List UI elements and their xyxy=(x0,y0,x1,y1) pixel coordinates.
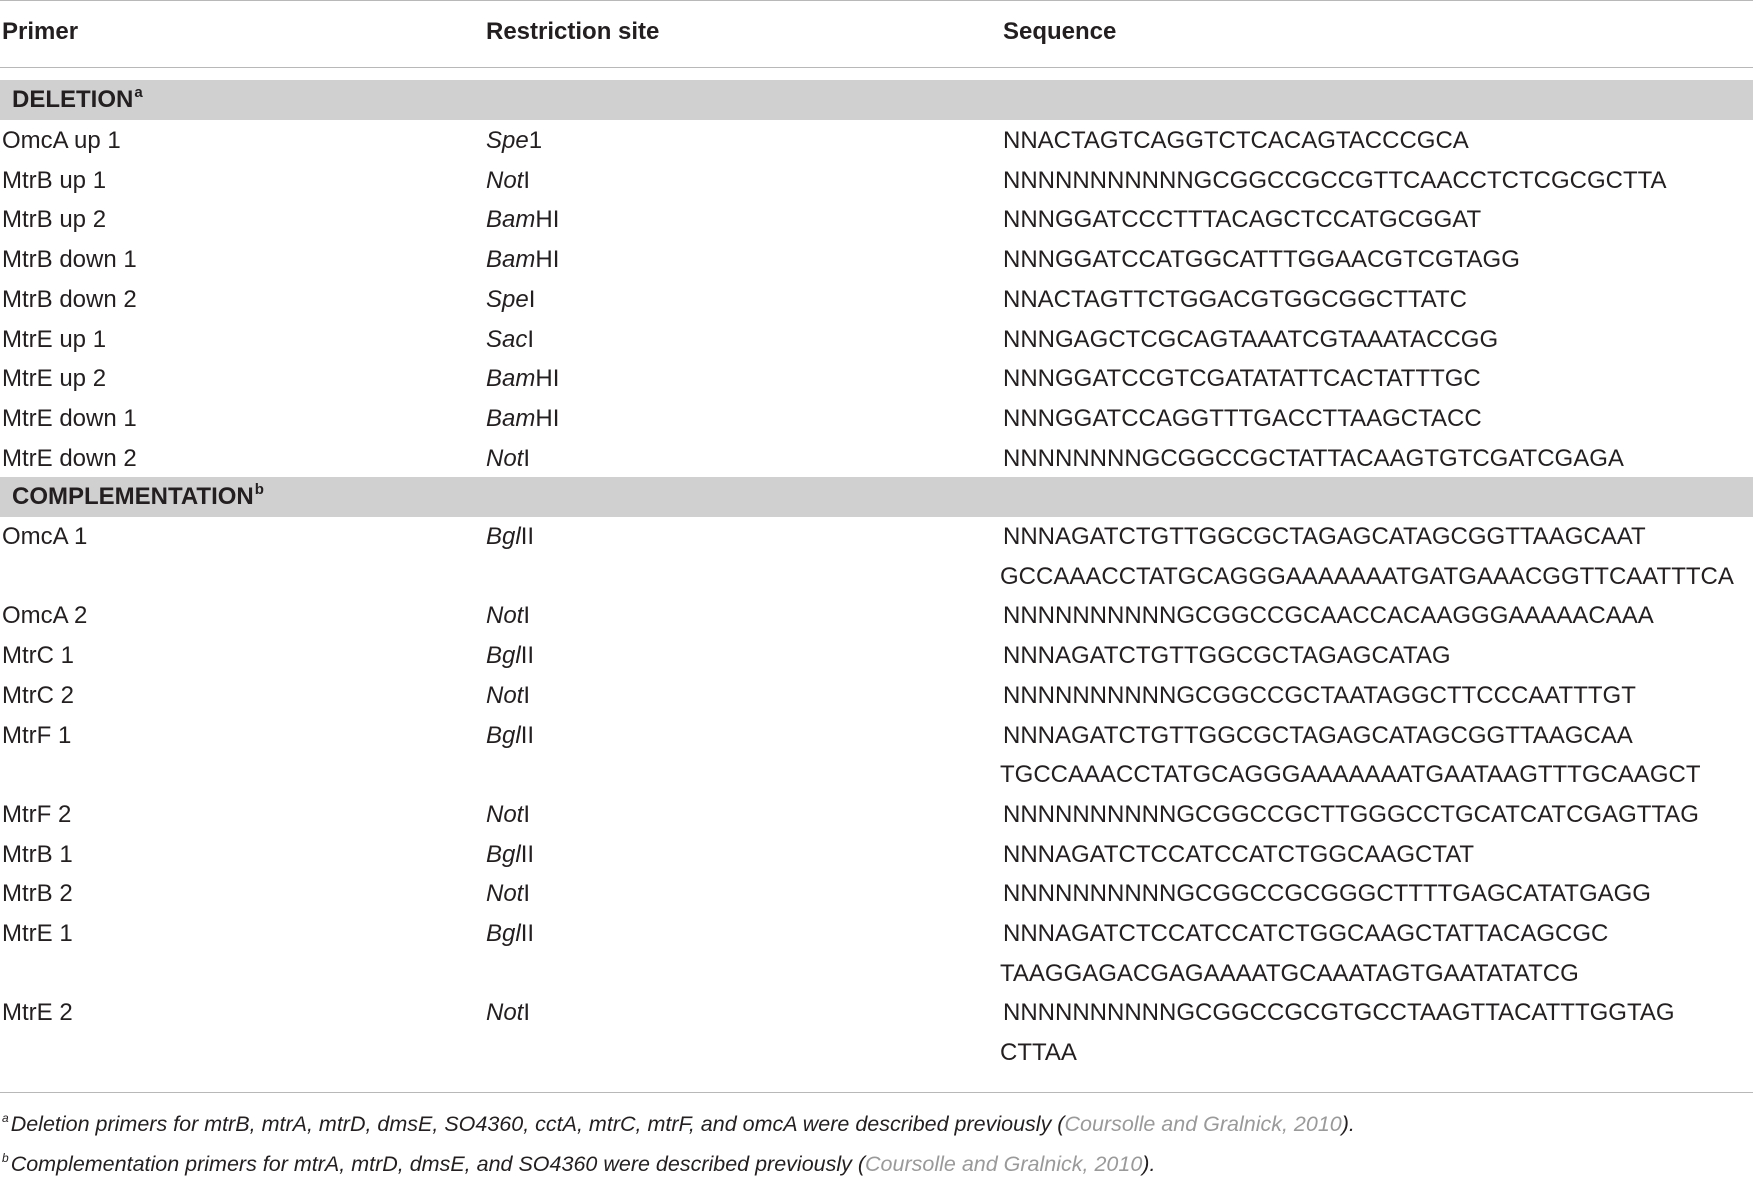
table-row xyxy=(0,517,1753,557)
primer-name: OmcA up 1 xyxy=(2,127,121,154)
restriction-site-suffix: II xyxy=(520,642,535,670)
restriction-site xyxy=(486,918,534,950)
table-row xyxy=(0,874,1753,914)
table-row xyxy=(0,914,1753,954)
sequence: NNNNNNNNNNGCGGCCGCTTGGGCCTGCATCATCGAGTTAG xyxy=(1003,800,1699,828)
table-row xyxy=(0,993,1753,1033)
table-row-continuation xyxy=(0,1033,1753,1073)
primer-name: MtrE 1 xyxy=(2,920,73,947)
primer-name: MtrF 1 xyxy=(2,721,72,749)
table-row-continuation xyxy=(0,755,1753,795)
restriction-site-enzyme: Not xyxy=(486,800,524,828)
section-label: COMPLEMENTATION$^b$ xyxy=(12,481,264,510)
primer-name: MtrB up 2 xyxy=(2,206,107,234)
restriction-site xyxy=(486,640,534,672)
restriction-site xyxy=(486,324,534,356)
table-row xyxy=(0,121,1753,161)
primer-name: MtrE up 1 xyxy=(2,325,107,353)
sequence: NNNGGATCCGTCGATATATTCACTATTTGC xyxy=(1003,365,1481,393)
table-row-continuation xyxy=(0,557,1753,597)
section-deletion xyxy=(0,80,1753,120)
sequence: NNNNNNNNNNGCGGCCGCTAATAGGCTTCCCAATTTGT xyxy=(1003,681,1636,709)
restriction-site-enzyme: Not xyxy=(486,681,524,709)
restriction-site xyxy=(486,363,559,395)
footnote-b: $^b$Complementation primers for mtrA, mtrD, dmsE, and SO4360 were described previously (Coursolle and Gralnick, 2010). xyxy=(2,1151,1156,1176)
sequence: NNNGGATCCCTTTACAGCTCCATGCGGAT xyxy=(1003,206,1482,234)
restriction-site xyxy=(486,680,530,712)
table-row xyxy=(0,359,1753,399)
table-row xyxy=(0,200,1753,240)
restriction-site-suffix: HI xyxy=(535,206,560,234)
primer-name: MtrE up 2 xyxy=(2,365,107,393)
bottom-rule xyxy=(0,1092,1753,1093)
primer-name: MtrC 1 xyxy=(2,642,74,670)
sequence: NNNNNNNNNNGCGGCCGCAACCACAAGGGAAAAACAAA xyxy=(1003,602,1654,630)
primer-name: MtrB down 2 xyxy=(2,285,137,313)
table-row xyxy=(0,320,1753,360)
primer-name: OmcA 2 xyxy=(2,602,88,630)
header-primer: Primer xyxy=(2,18,79,45)
sequence: NNNAGATCTGTTGGCGCTAGAGCATAG xyxy=(1003,642,1451,670)
restriction-site xyxy=(486,600,530,632)
table-row xyxy=(0,399,1753,439)
restriction-site-enzyme: Sac xyxy=(486,325,528,353)
restriction-site-suffix: I xyxy=(523,602,531,630)
restriction-site-enzyme: Bgl xyxy=(486,523,521,550)
table-row xyxy=(0,240,1753,280)
primer-name: OmcA 1 xyxy=(2,523,88,550)
restriction-site-enzyme: Bgl xyxy=(486,920,521,947)
primer-name: MtrE down 1 xyxy=(2,404,137,432)
sequence-continuation: TAAGGAGACGAGAAAATGCAAATAGTGAATATATCG xyxy=(1000,959,1579,987)
restriction-site-enzyme: Bgl xyxy=(486,840,521,868)
primer-name: MtrB 1 xyxy=(2,840,73,868)
restriction-site xyxy=(486,284,535,316)
primer-name: MtrE 2 xyxy=(2,999,73,1027)
restriction-site-suffix: II xyxy=(520,523,535,550)
restriction-site-suffix: HI xyxy=(535,246,560,274)
restriction-site-enzyme: Spe xyxy=(486,127,529,154)
restriction-site-enzyme: Bam xyxy=(486,246,536,274)
primer-name: MtrB up 1 xyxy=(2,166,107,194)
sequence: NNNAGATCTGTTGGCGCTAGAGCATAGCGGTTAAGCAAT xyxy=(1003,523,1646,550)
restriction-site-suffix: I xyxy=(528,285,536,313)
restriction-site-enzyme: Not xyxy=(486,444,524,472)
table-row xyxy=(0,636,1753,676)
table-row xyxy=(0,280,1753,320)
table-row xyxy=(0,716,1753,756)
table-row xyxy=(0,835,1753,875)
restriction-site xyxy=(486,204,559,236)
restriction-site xyxy=(486,125,542,157)
restriction-site-suffix: II xyxy=(520,920,535,947)
restriction-site-enzyme: Bam xyxy=(486,365,536,393)
header-rule xyxy=(0,67,1753,68)
citation-link[interactable]: Coursolle and Gralnick, 2010 xyxy=(1064,1112,1342,1136)
sequence: NNNAGATCTCCATCCATCTGGCAAGCTATTACAGCGC xyxy=(1003,920,1609,947)
sequence: NNACTAGTTCTGGACGTGGCGGCTTATC xyxy=(1003,285,1467,313)
footnote-a: $^a$Deletion primers for mtrB, mtrA, mtrD, dmsE, SO4360, cctA, mtrC, mtrF, and omcA were described previously (Coursolle and Gralnick, 2010). xyxy=(2,1111,1355,1136)
restriction-site-suffix: HI xyxy=(535,404,560,432)
restriction-site xyxy=(486,720,534,752)
restriction-site-suffix: I xyxy=(523,166,531,194)
table-row xyxy=(0,676,1753,716)
restriction-site-suffix: 1 xyxy=(528,127,543,154)
table-row xyxy=(0,439,1753,479)
restriction-site-enzyme: Not xyxy=(486,999,524,1027)
table-row xyxy=(0,596,1753,636)
restriction-site-suffix: II xyxy=(520,840,535,868)
sequence-continuation: CTTAA xyxy=(1000,1039,1077,1067)
restriction-site xyxy=(486,521,534,553)
restriction-site-suffix: I xyxy=(523,681,531,709)
sequence: NNNGGATCCAGGTTTGACCTTAAGCTACC xyxy=(1003,404,1482,432)
restriction-site xyxy=(486,443,530,475)
section-label: DELETION$^a$ xyxy=(12,84,143,113)
restriction-site-suffix: I xyxy=(523,999,531,1027)
sequence: NNACTAGTCAGGTCTCACAGTACCCGCA xyxy=(1003,127,1469,154)
primer-name: MtrB down 1 xyxy=(2,246,137,274)
restriction-site xyxy=(486,839,534,871)
restriction-site-enzyme: Bgl xyxy=(486,642,521,670)
sequence: NNNGGATCCATGGCATTTGGAACGTCGTAGG xyxy=(1003,246,1520,274)
restriction-site-enzyme: Bam xyxy=(486,206,536,234)
restriction-site-enzyme: Bam xyxy=(486,404,536,432)
restriction-site xyxy=(486,799,530,831)
sequence: NNNNNNNNGCGGCCGCTATTACAAGTGTCGATCGAGA xyxy=(1003,444,1624,472)
header-restriction-site: Restriction site xyxy=(486,18,660,45)
table-row xyxy=(0,161,1753,201)
table-header xyxy=(0,0,1753,66)
restriction-site-enzyme: Not xyxy=(486,166,524,194)
sequence: NNNGAGCTCGCAGTAAATCGTAAATACCGG xyxy=(1003,325,1499,353)
sequence: NNNAGATCTGTTGGCGCTAGAGCATAGCGGTTAAGCAA xyxy=(1003,721,1633,749)
restriction-site-suffix: I xyxy=(523,880,531,908)
table-row xyxy=(0,795,1753,835)
sequence: NNNNNNNNNNGCGGCCGCGGGCTTTTGAGCATATGAGG xyxy=(1003,880,1651,908)
restriction-site-suffix: I xyxy=(523,444,531,472)
primer-name: MtrE down 2 xyxy=(2,444,137,472)
primer-name: MtrF 2 xyxy=(2,800,72,828)
restriction-site-suffix: II xyxy=(520,721,535,749)
sequence-continuation: TGCCAAACCTATGCAGGGAAAAAAATGAATAAGTTTGCAAGCT xyxy=(1000,761,1701,789)
restriction-site-enzyme: Spe xyxy=(486,285,529,313)
restriction-site-suffix: I xyxy=(523,800,531,828)
restriction-site xyxy=(486,165,530,197)
restriction-site-suffix: HI xyxy=(535,365,560,393)
restriction-site xyxy=(486,244,559,276)
restriction-site xyxy=(486,878,530,910)
restriction-site xyxy=(486,403,559,435)
restriction-site-suffix: I xyxy=(527,325,535,353)
restriction-site-enzyme: Not xyxy=(486,880,524,908)
sequence: NNNAGATCTCCATCCATCTGGCAAGCTAT xyxy=(1003,840,1475,868)
table-row-continuation xyxy=(0,954,1753,994)
sequence: NNNNNNNNNNNGCGGCCGCCGTTCAACCTCTCGCGCTTA xyxy=(1003,166,1667,194)
restriction-site-enzyme: Not xyxy=(486,602,524,630)
sequence-continuation: GCCAAACCTATGCAGGGAAAAAAATGATGAAACGGTTCAATTTCA xyxy=(1000,562,1734,590)
primer-name: MtrC 2 xyxy=(2,681,74,709)
primer-name: MtrB 2 xyxy=(2,880,73,908)
restriction-site-enzyme: Bgl xyxy=(486,721,521,749)
header-sequence: Sequence xyxy=(1003,18,1117,45)
sequence: NNNNNNNNNNGCGGCCGCGTGCCTAAGTTACATTTGGTAG xyxy=(1003,999,1675,1027)
citation-link[interactable]: Coursolle and Gralnick, 2010 xyxy=(865,1152,1143,1176)
restriction-site xyxy=(486,997,530,1029)
section-complementation xyxy=(0,477,1753,517)
